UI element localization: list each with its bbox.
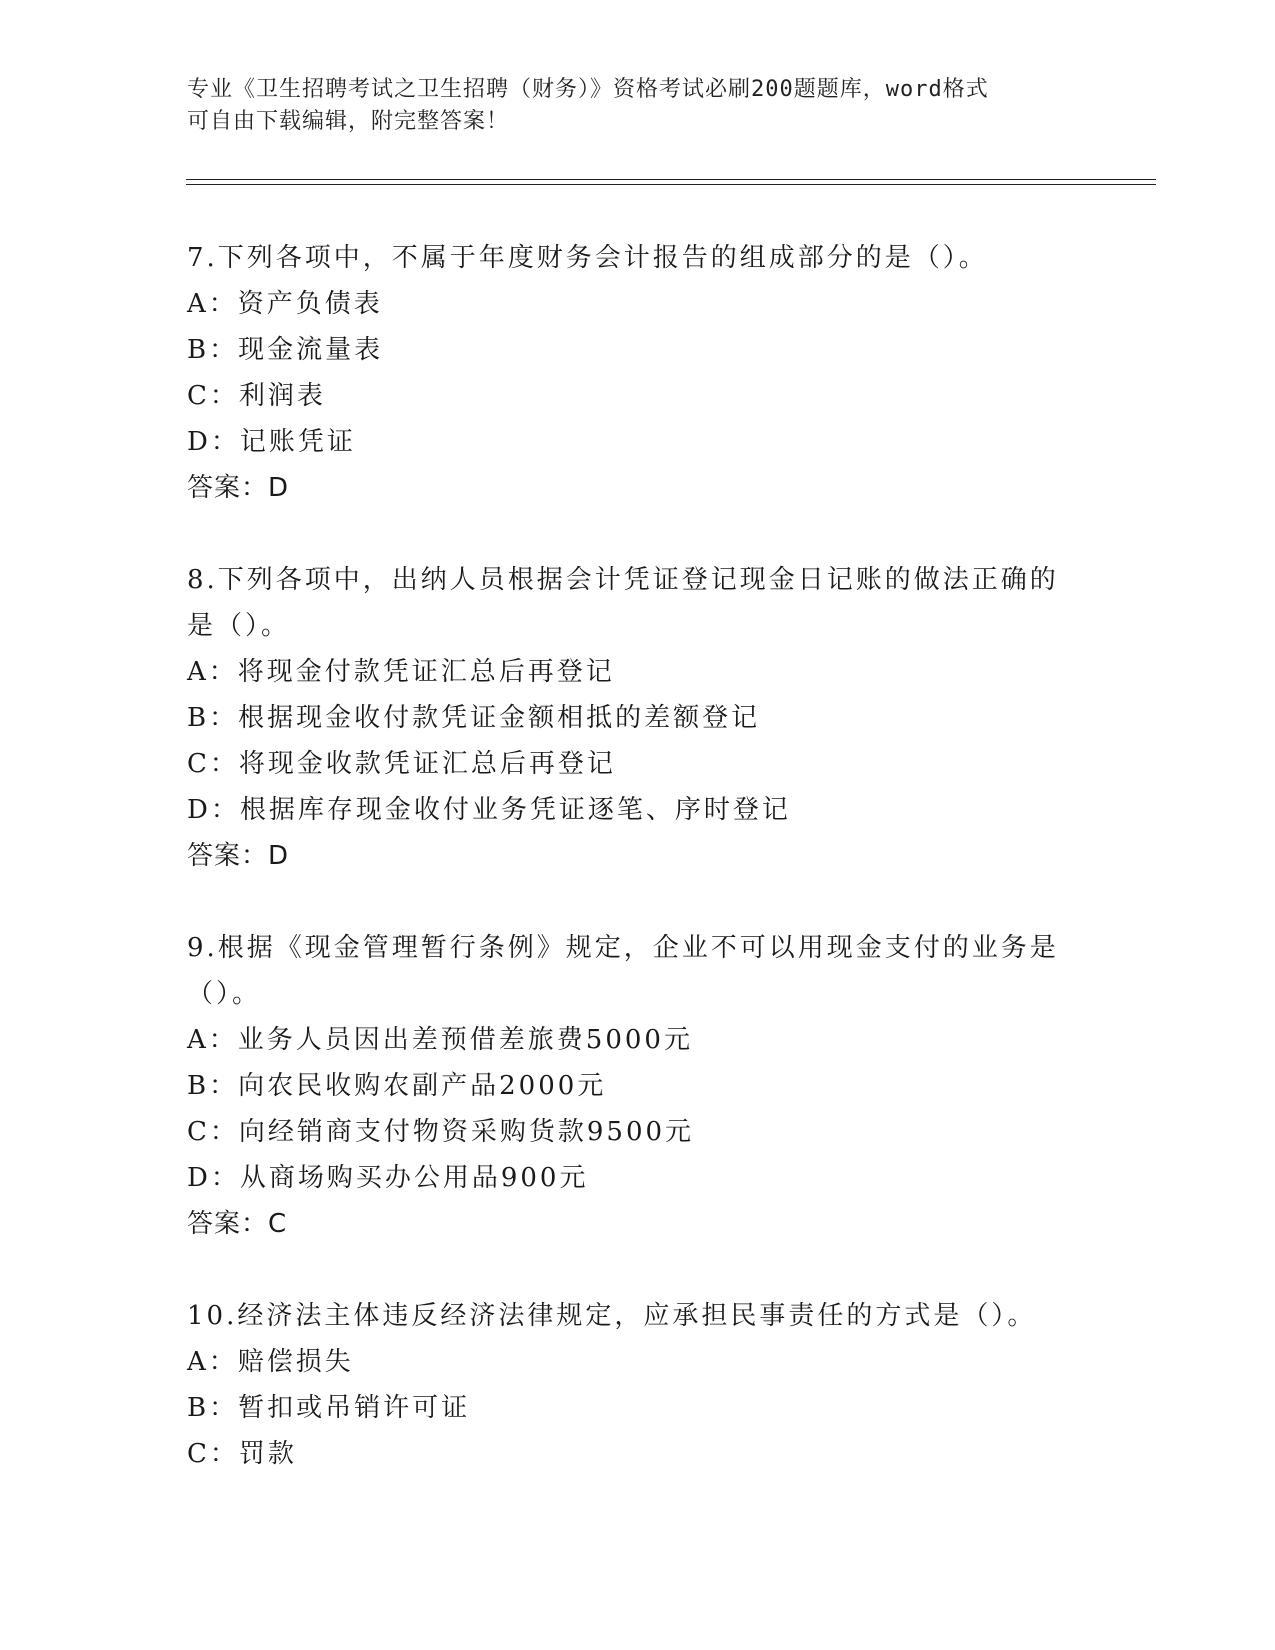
question-8: [187, 557, 1087, 879]
option-b: B：根据现金收付款凭证金额相抵的差额登记: [187, 703, 761, 733]
option-a: A：业务人员因出差预借差旅费5000元: [187, 1025, 693, 1055]
header-divider-bottom: [186, 184, 1156, 185]
option-a: A：将现金付款凭证汇总后再登记: [187, 657, 615, 687]
option-c: C：将现金收款凭证汇总后再登记: [187, 749, 616, 779]
option-d: D：记账凭证: [187, 427, 356, 457]
option-b: B：向农民收购农副产品2000元: [187, 1071, 607, 1101]
option-d: D：从商场购买办公用品900元: [187, 1163, 589, 1193]
answer: 答案：C: [187, 1209, 288, 1239]
question-9: [187, 925, 1087, 1247]
answer: 答案：D: [187, 841, 290, 871]
header-line-2: 可自由下载编辑，附完整答案！: [187, 109, 510, 134]
header-divider-top: [186, 179, 1156, 180]
answer: 答案：D: [187, 473, 290, 503]
option-c: C：向经销商支付物资采购货款9500元: [187, 1117, 695, 1147]
option-a: A：赔偿损失: [187, 1347, 354, 1377]
question-7: [187, 235, 1087, 511]
question-10: [187, 1293, 1087, 1477]
option-d: D：根据库存现金收付业务凭证逐笔、序时登记: [187, 795, 791, 825]
question-list: [187, 235, 1087, 1523]
option-a: A：资产负债表: [187, 289, 383, 319]
option-c: C：罚款: [187, 1439, 297, 1469]
question-stem: 10.经济法主体违反经济法律规定，应承担民事责任的方式是（）。: [187, 1301, 1037, 1331]
question-stem: 8.下列各项中，出纳人员根据会计凭证登记现金日记账的做法正确的是（）。: [187, 565, 1059, 641]
question-stem: 9.根据《现金管理暂行条例》规定，企业不可以用现金支付的业务是（）。: [187, 933, 1059, 1009]
document-header: [187, 74, 1087, 138]
option-c: C：利润表: [187, 381, 326, 411]
header-line-1: 专业《卫生招聘考试之卫生招聘（财务）》资格考试必刷200题题库，word格式: [187, 77, 989, 102]
question-stem: 7.下列各项中，不属于年度财务会计报告的组成部分的是（）。: [187, 243, 988, 273]
option-b: B：暂扣或吊销许可证: [187, 1393, 471, 1423]
option-b: B：现金流量表: [187, 335, 384, 365]
